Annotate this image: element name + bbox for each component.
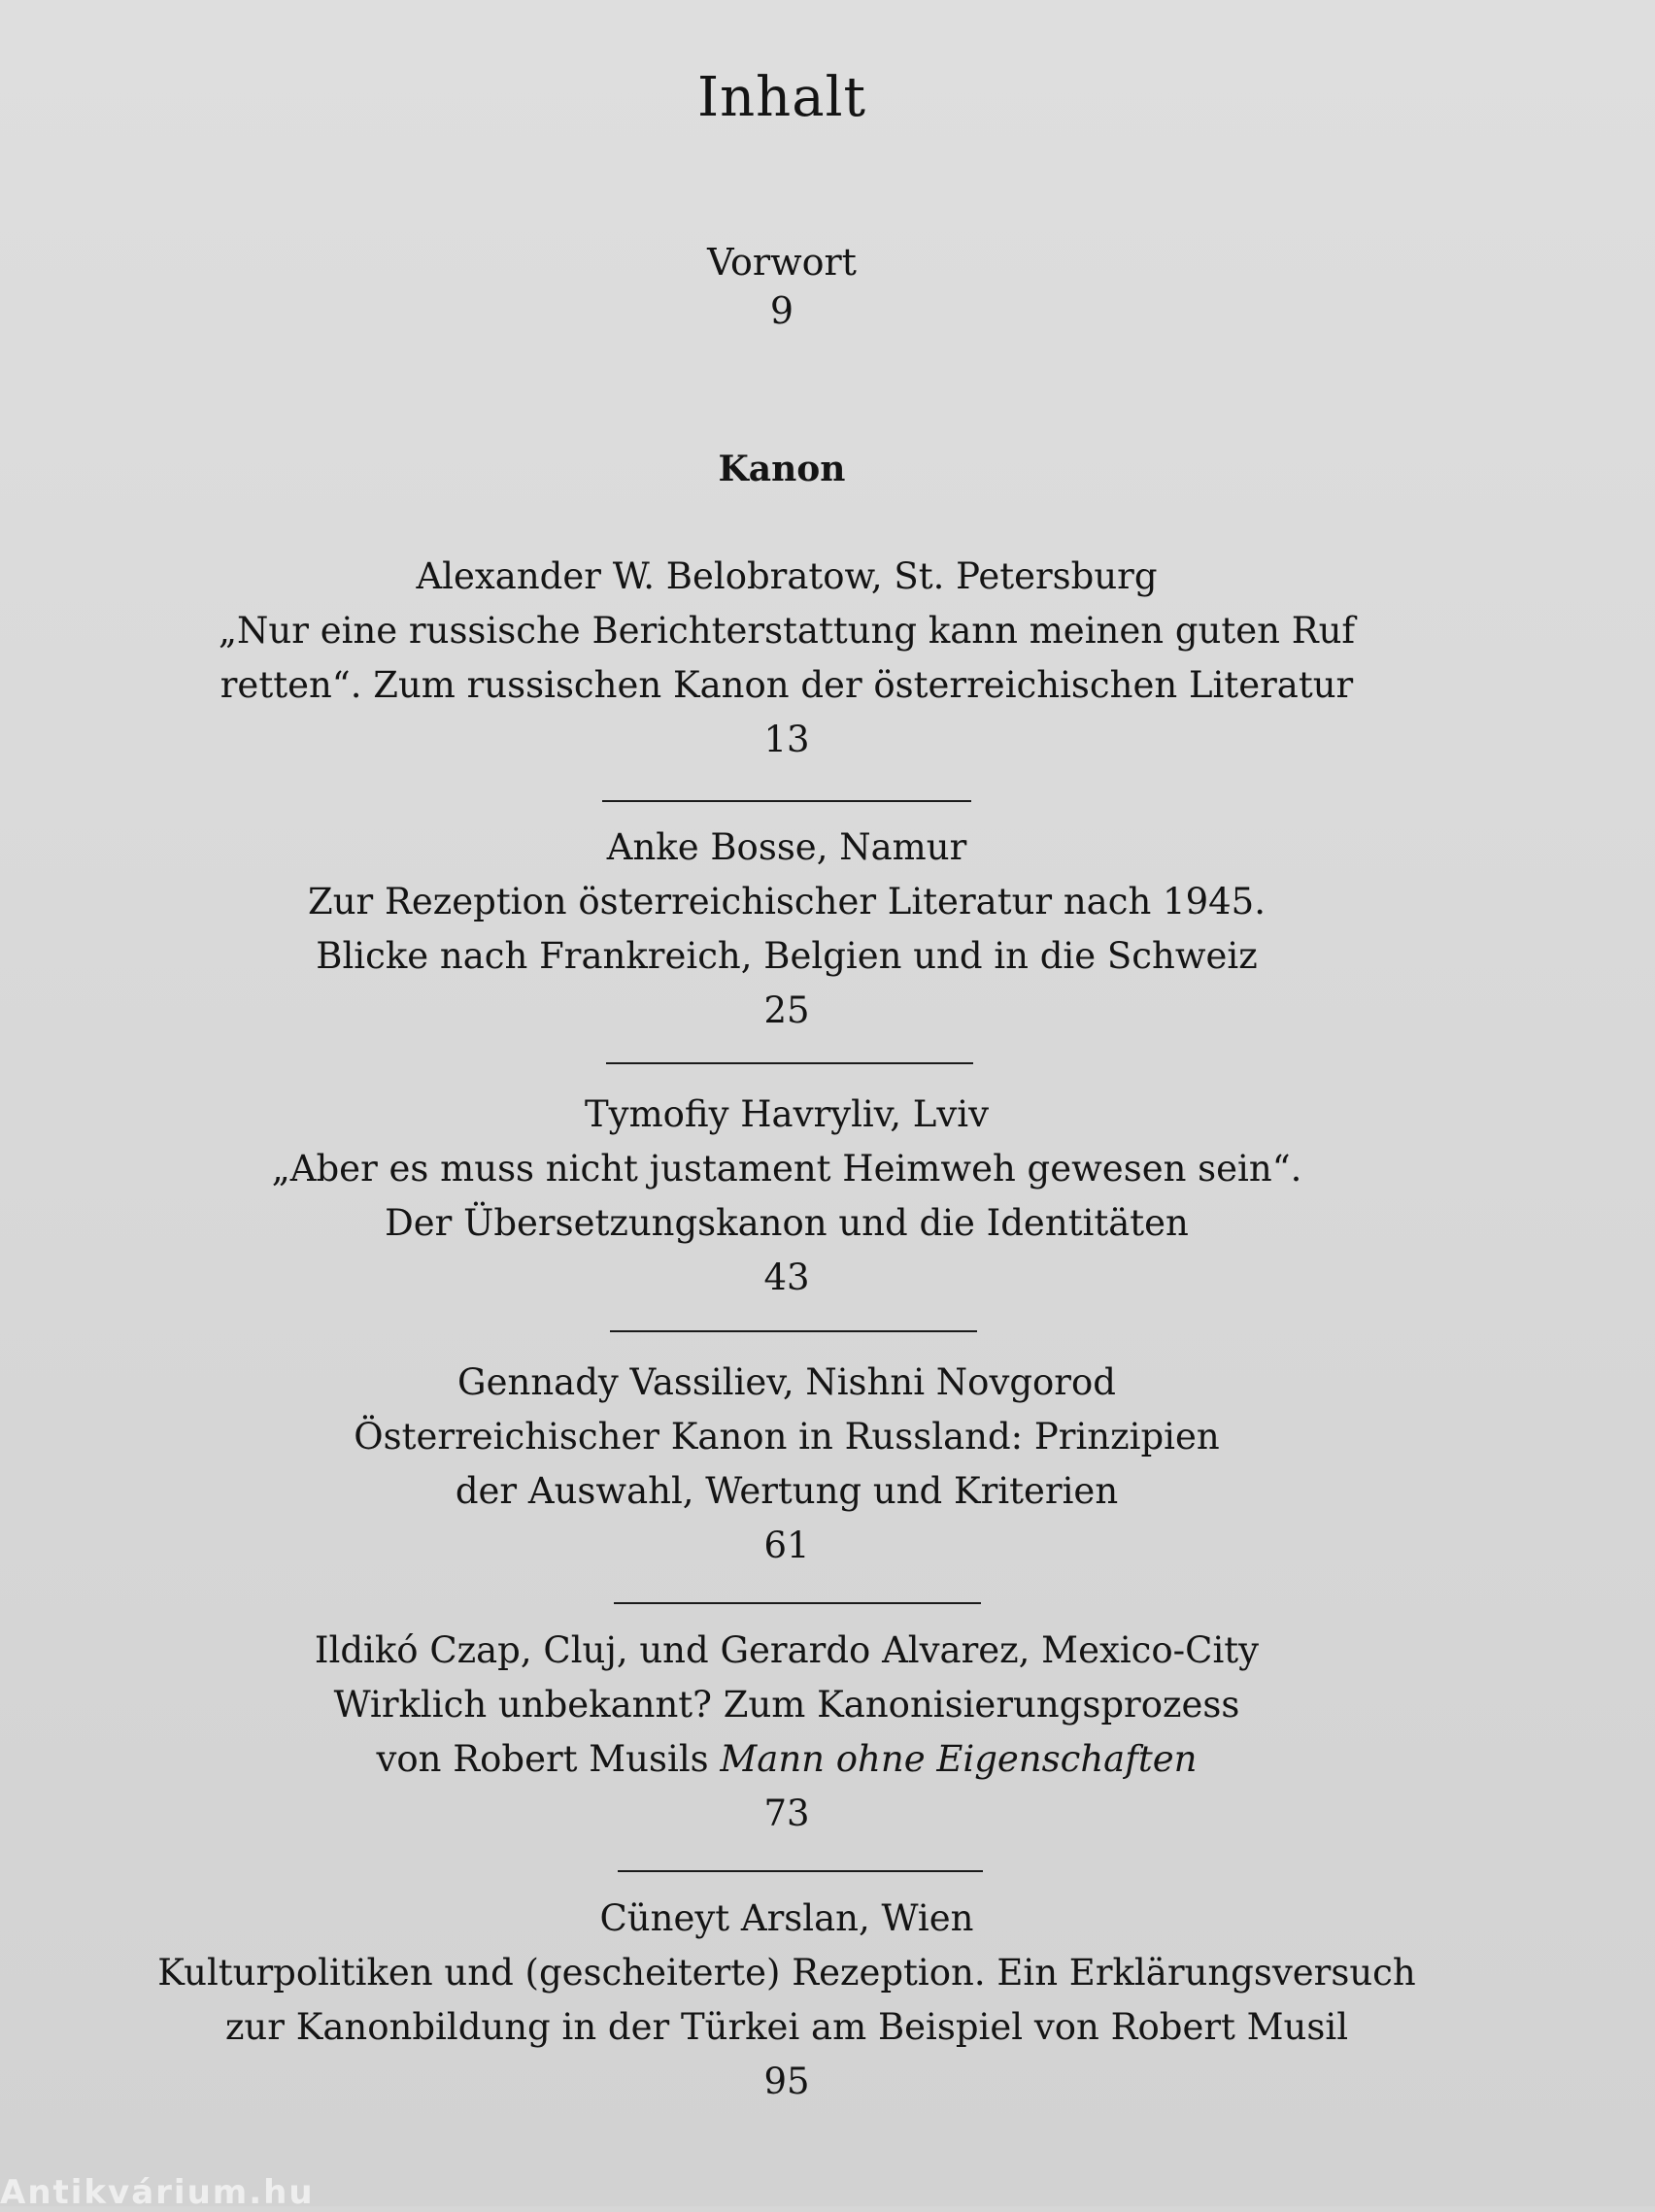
section-heading: Kanon <box>718 449 846 489</box>
entry-title-line: Der Übersetzungskanon und die Identitäten <box>385 1202 1189 1244</box>
entry-page-number: 95 <box>763 2061 810 2102</box>
vorwort-page-number: 9 <box>769 289 794 332</box>
separator-rule <box>602 800 971 802</box>
entry-title-line: Wirklich unbekannt? Zum Kanonisierungsprozess <box>333 1684 1240 1726</box>
separator-rule <box>618 1870 983 1872</box>
entry-title-line: Zur Rezeption österreichischer Literatur nach 1945. <box>308 881 1266 922</box>
entry-page-number: 25 <box>763 989 810 1031</box>
entry-title-line: der Auswahl, Wertung und Kriterien <box>455 1470 1119 1512</box>
toc-entry-3 <box>0 1088 1573 1305</box>
entry-title-line: „Nur eine russische Berichterstattung kann meinen guten Ruf <box>218 610 1356 652</box>
entry-title-line <box>0 1732 1573 1787</box>
toc-entry-6 <box>0 1892 1573 2109</box>
entry-page-number: 73 <box>763 1793 810 1834</box>
entry-title-line: zur Kanonbildung in der Türkei am Beispiel von Robert Musil <box>224 2006 1349 2048</box>
entry-title-line: retten“. Zum russischen Kanon der österreichischen Literatur <box>220 664 1354 706</box>
entry-title-line: „Aber es muss nicht justament Heimweh gewesen sein“. <box>271 1148 1302 1190</box>
toc-entry-5 <box>0 1624 1573 1841</box>
entry-author: Alexander W. Belobratow, St. Petersburg <box>416 555 1158 597</box>
entry-author: Anke Bosse, Namur <box>606 826 967 868</box>
entry-page-number: 61 <box>763 1525 810 1566</box>
toc-entry-2 <box>0 821 1573 1038</box>
entry-title-line: Kulturpolitiken und (gescheiterte) Rezeption. Ein Erklärungsversuch <box>157 1952 1416 1994</box>
separator-rule <box>610 1330 977 1332</box>
entry-page-number: 43 <box>763 1257 810 1298</box>
entry-book-title: Mann ohne Eigenschaften <box>720 1738 1198 1780</box>
entry-author: Cüneyt Arslan, Wien <box>599 1897 974 1939</box>
vorwort-label: Vorwort <box>707 241 857 284</box>
watermark-text: Antikvárium.hu <box>0 2173 315 2212</box>
toc-entry-1 <box>0 550 1573 767</box>
separator-rule <box>614 1602 981 1604</box>
entry-author: Tymofiy Havryliv, Lviv <box>584 1093 989 1135</box>
entry-title-line: Blicke nach Frankreich, Belgien und in die Schweiz <box>316 935 1258 977</box>
toc-entry-4 <box>0 1356 1573 1573</box>
entry-page-number: 13 <box>763 719 810 760</box>
separator-rule <box>606 1062 973 1064</box>
entry-author: Gennady Vassiliev, Nishni Novgorod <box>457 1361 1116 1403</box>
entry-title-line: Österreichischer Kanon in Russland: Prinzipien <box>354 1416 1220 1458</box>
entry-author: Ildikó Czap, Cluj, und Gerardo Alvarez, Mexico-City <box>314 1629 1260 1671</box>
page-title: Inhalt <box>696 66 867 129</box>
entry-title-line-start: von Robert Musils <box>376 1738 721 1780</box>
